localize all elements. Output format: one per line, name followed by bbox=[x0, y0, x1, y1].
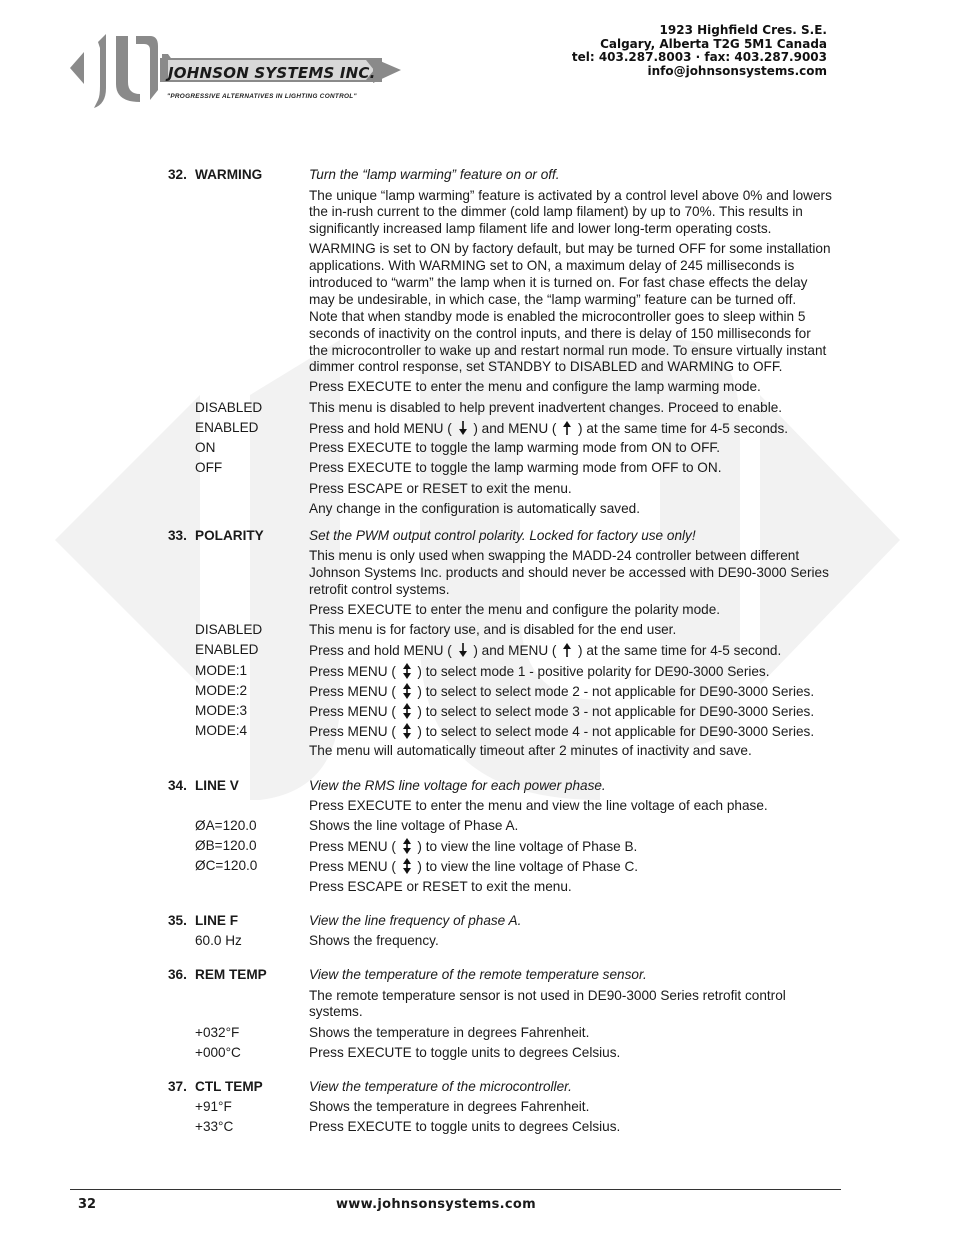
section-number: 32. bbox=[168, 167, 187, 182]
description-text: ) to select to select mode 4 - not applicable for DE90-3000 Series. bbox=[413, 724, 815, 739]
description-line: the microcontroller to wake up and restart normal run mode. To ensure virtually instant bbox=[309, 343, 827, 358]
description-line bbox=[309, 662, 770, 680]
description-line: This menu is only used when swapping the MADD-24 controller between different bbox=[309, 548, 800, 563]
menu-setting-value: MODE:3 bbox=[195, 703, 248, 718]
description-line: Press ESCAPE or RESET to exit the menu. bbox=[309, 879, 572, 894]
menu-up-down-arrow-icon bbox=[401, 857, 413, 875]
section-number: 33. bbox=[168, 528, 187, 543]
description-line: Press ESCAPE or RESET to exit the menu. bbox=[309, 481, 572, 496]
menu-up-arrow-icon bbox=[561, 641, 573, 659]
menu-setting-value: MODE:1 bbox=[195, 663, 248, 678]
address-email: info@johnsonsystems.com bbox=[647, 63, 827, 78]
menu-setting-value: OFF bbox=[195, 460, 223, 475]
description-line bbox=[309, 722, 814, 740]
description-text: ) to select to select mode 2 - not applicable for DE90-3000 Series. bbox=[413, 684, 815, 699]
menu-up-down-arrow-icon bbox=[401, 837, 413, 855]
section-title: WARMING bbox=[195, 167, 263, 182]
menu-down-arrow-icon bbox=[457, 419, 469, 437]
section-summary: Turn the “lamp warming” feature on or off. bbox=[309, 167, 560, 182]
logo-tagline: "PROGRESSIVE ALTERNATIVES IN LIGHTING CONTROL" bbox=[167, 93, 357, 100]
website-url: www.johnsonsystems.com bbox=[336, 1197, 536, 1212]
description-line: WARMING is set to ON by factory default, but may be turned OFF for some installation bbox=[309, 241, 831, 256]
logo-name: JOHNSON SYSTEMS INC. bbox=[168, 64, 376, 82]
menu-up-down-arrow-icon bbox=[401, 722, 413, 740]
section-title: LINE V bbox=[195, 778, 239, 793]
section-summary: View the temperature of the remote temperature sensor. bbox=[309, 967, 647, 982]
description-line bbox=[309, 837, 637, 855]
description-text: Press MENU ( bbox=[309, 724, 400, 739]
description-line: Shows the frequency. bbox=[309, 933, 439, 948]
menu-setting-value: 60.0 Hz bbox=[195, 933, 242, 948]
description-line: The remote temperature sensor is not used in DE90-3000 Series retrofit control bbox=[309, 988, 786, 1003]
description-line: Press EXECUTE to toggle units to degrees Celsius. bbox=[309, 1045, 621, 1060]
section-title: POLARITY bbox=[195, 528, 264, 543]
description-text: ) at the same time for 4-5 second. bbox=[574, 643, 782, 658]
menu-up-down-arrow-icon bbox=[401, 702, 413, 720]
description-line: Press EXECUTE to enter the menu and view the line voltage of each phase. bbox=[309, 798, 768, 813]
section-summary: View the line frequency of phase A. bbox=[309, 913, 522, 928]
section-summary: View the temperature of the microcontroller. bbox=[309, 1079, 572, 1094]
description-line: applications. With WARMING set to ON, a maximum delay of 245 milliseconds is bbox=[309, 258, 795, 273]
section-title: REM TEMP bbox=[195, 967, 267, 982]
menu-setting-value: DISABLED bbox=[195, 400, 263, 415]
description-line: the in-rush current to the dimmer (cold lamp filament) by up to 70%. This results in bbox=[309, 204, 803, 219]
menu-setting-value: MODE:4 bbox=[195, 723, 248, 738]
section-summary: View the RMS line voltage for each power phase. bbox=[309, 778, 606, 793]
address-city: Calgary, Alberta T2G 5M1 Canada bbox=[600, 36, 827, 51]
menu-section-heading bbox=[168, 966, 267, 983]
description-line: Shows the temperature in degrees Fahrenheit. bbox=[309, 1099, 590, 1114]
menu-section-heading bbox=[168, 912, 238, 929]
menu-setting-value: +91°F bbox=[195, 1099, 232, 1114]
description-line: Press EXECUTE to enter the menu and configure the lamp warming mode. bbox=[309, 379, 761, 394]
description-text: Press MENU ( bbox=[309, 664, 400, 679]
description-line: retrofit control systems. bbox=[309, 582, 450, 597]
description-text: ) and MENU ( bbox=[469, 643, 561, 658]
menu-setting-value: ON bbox=[195, 440, 216, 455]
section-summary: Set the PWM output control polarity. Locked for factory use only! bbox=[309, 528, 696, 543]
description-line: systems. bbox=[309, 1004, 363, 1019]
description-text: ) to view the line voltage of Phase B. bbox=[413, 839, 638, 854]
description-line: This menu is for factory use, and is disabled for the end user. bbox=[309, 622, 677, 637]
menu-setting-value: +032°F bbox=[195, 1025, 240, 1040]
description-line: Press EXECUTE to toggle units to degrees Celsius. bbox=[309, 1119, 621, 1134]
description-line: dimmer control response, set STANDBY to DISABLED and WARMING to OFF. bbox=[309, 359, 783, 374]
description-text: Press MENU ( bbox=[309, 684, 400, 699]
description-text: Press MENU ( bbox=[309, 839, 400, 854]
menu-up-arrow-icon bbox=[561, 419, 573, 437]
section-number: 35. bbox=[168, 913, 187, 928]
description-line bbox=[309, 682, 814, 700]
description-line bbox=[309, 857, 638, 875]
description-line bbox=[309, 641, 781, 659]
description-text: ) to select mode 1 - positive polarity for DE90-3000 Series. bbox=[413, 664, 770, 679]
description-line: may be undesirable, in which case, the “lamp warming” feature can be turned off. bbox=[309, 292, 797, 307]
footer-divider bbox=[70, 1189, 841, 1190]
menu-up-down-arrow-icon bbox=[401, 662, 413, 680]
description-line: introduced to “warm” the lamp when it is turned on. For fast chase effects the delay bbox=[309, 275, 808, 290]
menu-setting-value: +000°C bbox=[195, 1045, 241, 1060]
section-number: 37. bbox=[168, 1079, 187, 1094]
description-text: Press and hold MENU ( bbox=[309, 421, 456, 436]
description-line: Shows the line voltage of Phase A. bbox=[309, 818, 519, 833]
description-line: This menu is disabled to help prevent inadvertent changes. Proceed to enable. bbox=[309, 400, 783, 415]
menu-down-arrow-icon bbox=[457, 641, 469, 659]
description-line bbox=[309, 702, 814, 720]
description-line: The unique “lamp warming” feature is activated by a control level above 0% and lowers bbox=[309, 188, 832, 203]
description-text: Press MENU ( bbox=[309, 704, 400, 719]
description-text: ) to view the line voltage of Phase C. bbox=[413, 859, 639, 874]
section-title: LINE F bbox=[195, 913, 239, 928]
description-text: ) to select to select mode 3 - not applicable for DE90-3000 Series. bbox=[413, 704, 815, 719]
section-number: 34. bbox=[168, 778, 187, 793]
description-line: Note that when standby mode is enabled the microcontroller goes to sleep within 5 bbox=[309, 309, 806, 324]
menu-section-heading bbox=[168, 166, 262, 183]
description-text: ) at the same time for 4-5 seconds. bbox=[574, 421, 789, 436]
menu-setting-value: DISABLED bbox=[195, 622, 263, 637]
description-text: ) and MENU ( bbox=[469, 421, 561, 436]
menu-setting-value: ENABLED bbox=[195, 642, 259, 657]
menu-section-heading bbox=[168, 527, 264, 544]
description-line bbox=[309, 419, 788, 437]
menu-setting-value: MODE:2 bbox=[195, 683, 248, 698]
description-line: The menu will automatically timeout after 2 minutes of inactivity and save. bbox=[309, 743, 752, 758]
company-address bbox=[572, 24, 827, 78]
description-text: Press and hold MENU ( bbox=[309, 643, 456, 658]
address-street: 1923 Highfield Cres. S.E. bbox=[659, 23, 827, 37]
description-line: Press EXECUTE to toggle the lamp warming mode from OFF to ON. bbox=[309, 460, 722, 475]
menu-section-heading bbox=[168, 1078, 263, 1095]
description-text: Press MENU ( bbox=[309, 859, 400, 874]
description-line: Any change in the configuration is automatically saved. bbox=[309, 501, 640, 516]
menu-setting-value: ØB=120.0 bbox=[195, 838, 257, 853]
description-line: Shows the temperature in degrees Fahrenheit. bbox=[309, 1025, 590, 1040]
menu-setting-value: ENABLED bbox=[195, 420, 259, 435]
address-phone: tel: 403.287.8003 · fax: 403.287.9003 bbox=[571, 50, 827, 65]
description-line: significantly increased lamp filament life and lower long-term operating costs. bbox=[309, 221, 772, 236]
menu-section-heading bbox=[168, 777, 239, 794]
menu-up-down-arrow-icon bbox=[401, 682, 413, 700]
section-number: 36. bbox=[168, 967, 187, 982]
description-line: seconds of inactivity on the control inputs, and there is delay of 150 milliseconds for bbox=[309, 326, 811, 341]
section-title: CTL TEMP bbox=[195, 1079, 263, 1094]
menu-setting-value: ØC=120.0 bbox=[195, 858, 258, 873]
description-line: Press EXECUTE to enter the menu and configure the polarity mode. bbox=[309, 602, 721, 617]
menu-setting-value: ØA=120.0 bbox=[195, 818, 257, 833]
description-line: Press EXECUTE to toggle the lamp warming mode from ON to OFF. bbox=[309, 440, 720, 455]
page-number: 32 bbox=[78, 1197, 97, 1212]
menu-setting-value: +33°C bbox=[195, 1119, 234, 1134]
description-line: Johnson Systems Inc. products and should never be accessed with DE90-3000 Series bbox=[309, 565, 829, 580]
